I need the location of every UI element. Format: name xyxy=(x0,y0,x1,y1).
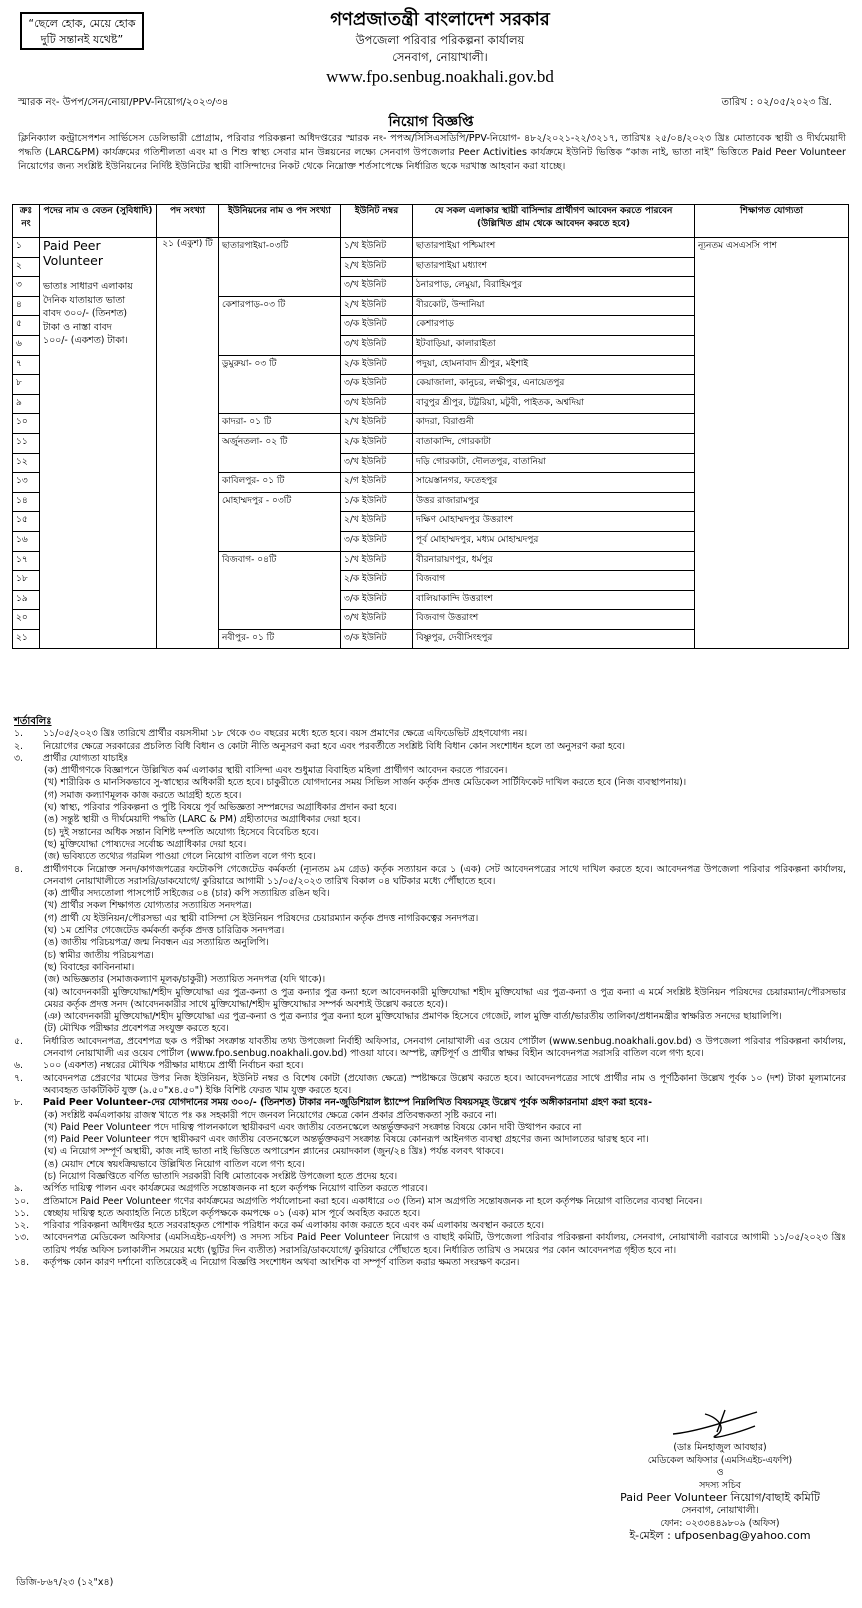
term-item xyxy=(14,888,846,900)
cell-unit: ৩/খ ইউনিট xyxy=(341,394,413,414)
signatory-member: সদস্য সচিব xyxy=(699,1479,741,1491)
term-item xyxy=(14,765,846,777)
cell-area: বিজবাগ উত্তরাংশ xyxy=(413,610,695,630)
cell-area: কেশারপাড় xyxy=(413,316,695,336)
term-text: (খ) Paid Peer Volunteer পদে দায়িত্ব পালনকালে স্থায়ীকরণ এবং জাতীয় বেতনস্কেলে অন্তর্ভুক্তকরণ সংক্রান্ত বিষয়ে কোন দাবী উত্থাপন করবে না xyxy=(44,1121,582,1133)
term-item xyxy=(14,1036,846,1061)
term-item xyxy=(14,1146,846,1158)
cell-area: পূর্ব মোহাম্মদপুর, মধ্যম মোহাম্মদপুর xyxy=(413,531,695,551)
term-text: (গ) প্রার্থী যে ইউনিয়ন/পৌরসভা এর স্থায়ী বাসিন্দা সে ইউনিয়ন পরিষদের চেয়ারম্যান কর্তৃক প্রদত্ত নাগরিকত্বের সনদপত্র। xyxy=(44,912,479,924)
cell-sl: ৪ xyxy=(13,296,40,316)
term-text: (ঙ) সন্তুষ্ট স্থায়ী ও দীর্ঘমেয়াদী পদ্ধতি (LARC & PM) গ্রহীতাদের অগ্রাধিকার দেয়া হবে। xyxy=(44,814,361,826)
term-text: প্রার্থীগণকে নিম্নোক্ত সনদ/কাগজপত্রের ফটোকপি গেজেটেড কর্মকর্তা (ন্যূনতম ৯ম গ্রেড) কর্তৃক সত্যায়ন করে ১ (এক) সেট আবেদনপত্রের সাথে দাখিল করতে হবে। আবেদনপত্র উপজেলা পরিবার পরিকল্পনা কার্যালয়, সেনবাগ নোয়াখালীতে সরাসরি/ডাকযোগে/ কুরিয়ারে আগামী ১১/০৫/২০২৩ তারিখ বিকাল ০৪ ঘটিকার মধ্যে পৌঁছাতে হবে। xyxy=(43,863,846,887)
term-item xyxy=(14,1122,846,1134)
term-text: (ট) মৌখিক পরীক্ষার প্রবেশপত্র সংযুক্ত করতে হবে। xyxy=(44,1023,229,1035)
term-item xyxy=(14,962,846,974)
cell-sl: ৫ xyxy=(13,316,40,336)
term-item xyxy=(14,1097,846,1109)
cell-area: দড়ি গোরকাটা, দৌলতপুর, বাতানিয়া xyxy=(413,453,695,473)
signatory-committee: Paid Peer Volunteer নিয়োগ/বাছাই কমিটি xyxy=(620,1491,820,1505)
cell-post xyxy=(40,238,157,649)
term-number: ১. xyxy=(14,728,23,740)
cell-area: বীরনারায়ণপুর, ধর্মপুর xyxy=(413,551,695,571)
cell-unit: ৩/খ ইউনিট xyxy=(341,453,413,473)
cell-sl: ১৭ xyxy=(13,551,40,571)
cell-union: কাদরা- ০১ টি xyxy=(219,414,341,434)
term-text: প্রতিমাসে Paid Peer Volunteer গণের কার্যক্রমের অগ্রগতি পর্যালোচনা করা হবে। একাধারে ০৩ (তিন) মাস অগ্রগতি সন্তোষজনক না হলে কর্তৃপক্ষ নিয়োগ বাতিলের ব্যবস্থা নিবেন। xyxy=(43,1195,703,1207)
cell-area: পদুয়া, হোমনাবাদ শ্রীপুর, মইশাই xyxy=(413,355,695,375)
cell-unit: ২/ক ইউনিট xyxy=(341,571,413,591)
cell-sl: ১৩ xyxy=(13,473,40,493)
cell-area: উত্তর রাজারামপুর xyxy=(413,492,695,512)
memo-number: স্মারক নং- উপপ/সেন/নোয়া/PPV-নিয়োগ/২০২৩/৩৪ xyxy=(18,97,229,108)
cell-unit: ২/ক ইউনিট xyxy=(341,433,413,453)
term-text: (খ) শারীরিক ও মানসিকভাবে সু-স্বাস্থ্যের অধিকারী হতে হবে। চাকুরীতে যোগদানের সময় সিভিল সার্জন কর্তৃক প্রদত্ত মেডিকেল সার্টিফিকেট দাখিল করতে হবে (নিজ ব্যবস্থাপনায়)। xyxy=(44,777,687,789)
term-text: পরিবার পরিকল্পনা অধিদপ্তর হতে সরবরাহকৃত পোশাক পরিধান করে কর্ম এলাকায় কাজ করতে হবে এবং কর্ম এলাকায় অবস্থান করতে হবে। xyxy=(43,1220,544,1232)
term-item xyxy=(14,802,846,814)
cell-union: অর্জুনতলা- ০২ টি xyxy=(219,433,341,472)
term-item xyxy=(14,1073,846,1098)
term-item xyxy=(14,839,846,851)
term-text: (ছ) মুক্তিযোদ্ধা পোষ্যদের সর্বোচ্চ অগ্রাধিকার দেয়া হবে। xyxy=(44,838,247,850)
notice-title-text: নিয়োগ বিজ্ঞপ্তি xyxy=(388,114,474,130)
cell-sl: ৭ xyxy=(13,355,40,375)
cell-union: নবীপুর- ০১ টি xyxy=(219,629,341,649)
cell-unit: ১/ক ইউনিট xyxy=(341,492,413,512)
cell-sl: ৬ xyxy=(13,335,40,355)
term-item xyxy=(14,851,846,863)
cell-unit: ১/খ ইউনিট xyxy=(341,238,413,258)
cell-sl: ১৪ xyxy=(13,492,40,512)
cell-area: বালিয়াকান্দি উত্তরাংশ xyxy=(413,590,695,610)
term-text: (গ) সমাজ কল্যাণমূলক কাজ করতে আগ্রহী হতে হবে। xyxy=(44,789,242,801)
cell-union: কেশারপাড়-০৩ টি xyxy=(219,296,341,355)
term-number: ৫. xyxy=(14,1035,23,1047)
term-text: (চ) নিয়োগ বিজ্ঞপ্তিতে বর্ণিত ভাতাদি সরকারী বিধি মোতাবেক সংশ্লিষ্ট উপজেলা হতে প্রদেয় হবে। xyxy=(44,1170,398,1182)
terms-title: শর্তাবলিঃ xyxy=(14,716,52,727)
term-number: ১০. xyxy=(14,1195,30,1207)
term-item xyxy=(14,1171,846,1183)
term-text: (চ) স্বামীর জাতীয় পরিচয়পত্র। xyxy=(44,949,154,961)
cell-area: কাদরা, বিরাগুনী xyxy=(413,414,695,434)
cell-union: ডুমুরুয়া- ০৩ টি xyxy=(219,355,341,414)
term-text: (ঘ) স্বাস্থ্য, পরিবার পরিকল্পনা ও পুষ্টি বিষয়ে পূর্ব অভিজ্ঞতা সম্পন্নদের অগ্রাধিকার প্রদান করা হবে। xyxy=(44,802,397,814)
cell-union: কাবিলপুর- ০১ টি xyxy=(219,473,341,493)
col-header-post: পদের নাম ও বেতন (সুবিধাদি) xyxy=(40,205,157,238)
term-text: আবেদনপত্র মেডিকেল অফিসার (এমসিএইচ-এফপি) ও সদস্য সচিব Paid Peer Volunteer নিয়োগ ও বাছাই কমিটি, উপজেলা পরিবার পরিকল্পনা কার্যালয়, সেনবাগ, নোয়াখালী বরাবরে আগামী ১১/০৫/২০২৩ খ্রিঃ তারিখ পর্যন্ত অফিস চলাকালীন সময়ের মধ্যে (ছুটির দিন ব্যতীত) সরাসরি/ডাকযোগে/ কুরিয়ারে পৌঁছাতে হবে। নির্ধারিত তারিখ ও সময়ের পর কোন আবেদনপত্র গৃহীত হবে না। xyxy=(43,1232,846,1256)
letterhead xyxy=(230,8,650,88)
term-item xyxy=(14,777,846,789)
col-header-count: পদ সংখ্যা xyxy=(157,205,219,238)
cell-sl: ২০ xyxy=(13,610,40,630)
term-item xyxy=(14,1060,846,1072)
term-item xyxy=(14,937,846,949)
cell-sl: ৩ xyxy=(13,277,40,297)
term-item xyxy=(14,1183,846,1195)
cell-unit: ১/খ ইউনিট xyxy=(341,551,413,571)
cell-area: কেয়াজালা, কানুচর, লক্ষীপুর, এনায়েতপুর xyxy=(413,375,695,395)
cell-sl: ১০ xyxy=(13,414,40,434)
cell-sl: ১ xyxy=(13,238,40,258)
term-text: ১০০ (একশত) নম্বরের মৌখিক পরীক্ষার মাধ্যমে প্রার্থী নির্বাচন করা হবে। xyxy=(43,1060,304,1072)
cell-area: ছাতারপাইয়া পশ্চিমাংশ xyxy=(413,238,695,258)
col-header-area: যে সকল এলাকার স্থায়ী বাসিন্দার প্রার্থীগণ আবেদন করতে পারবেন (উল্লিখিত গ্রাম থেকে আবেদন করতে হবে) xyxy=(413,205,695,238)
cell-sl: ১৯ xyxy=(13,590,40,610)
issue-date: তারিখ : ০২/০৫/২০২৩ খ্রি. xyxy=(721,97,832,108)
cell-unit: ৩/খ ইউনিট xyxy=(341,277,413,297)
term-text: (ক) সংশ্লিষ্ট কর্মএলাকায় রাজস্ব খাতে পঃ কঃ সহকারী পদে জনবল নিয়োগের ক্ষেত্রে কোন প্রকার প্রতিবন্ধকতা সৃষ্টি করবে না। xyxy=(44,1109,497,1121)
term-item xyxy=(14,741,846,753)
office-website: www.fpo.senbug.noakhali.gov.bd xyxy=(326,67,554,86)
term-item xyxy=(14,1011,846,1023)
cell-area: ঠনারপাড়, লেমুয়া, বিরাহিমপুর xyxy=(413,277,695,297)
signatory-role: মেডিকেল অফিসার (এমসিএইচ-এফপি) xyxy=(647,1454,793,1466)
cell-sl: ১১ xyxy=(13,433,40,453)
cell-area: বাবুপুর শ্রীপুর, টট্টরিয়া, মটুবী, পাইতক, অশ্বদিয়া xyxy=(413,394,695,414)
term-text: (ক) প্রার্থীগণকে বিজ্ঞাপনে উল্লিখিত কর্ম এলাকার স্থায়ী বাসিন্দা এবং শুধুমাত্র বিবাহিত মহিলা প্রার্থীগণ আবেদন করতে পারবেন। xyxy=(44,765,508,777)
cell-area: বীরকোট, উন্দানিয়া xyxy=(413,296,695,316)
signature-scribble xyxy=(665,1404,775,1442)
cell-post-count: ২১ (একুশ) টি xyxy=(157,238,219,649)
cell-union: ছাতারপাইয়া-০৩টি xyxy=(219,238,341,297)
terms-section xyxy=(14,716,846,1269)
term-item xyxy=(14,1110,846,1122)
term-text: (গ) Paid Peer Volunteer পদে স্থায়ীকরণ এবং জাতীয় বেতনস্কেলে অন্তর্ভুক্তকরণ সংক্রান্ত বিষয়ে কোনরূপ আইনগত ব্যবস্থা গ্রহণের জন্য আদালতের দ্বারস্থ হবে না। xyxy=(44,1134,649,1146)
term-number: ৪. xyxy=(14,863,23,875)
term-text: (ক) প্রার্থীর সদ্যতোলা পাসপোর্ট সাইজের ০৪ (চার) কপি সত্যায়িত রঙিন ছবি। xyxy=(44,888,330,900)
signatory-name: (ডাঃ মিনহাজুল আবছার) xyxy=(673,1442,767,1453)
term-number: ১৪. xyxy=(14,1257,30,1269)
term-item xyxy=(14,913,846,925)
term-text: (ঞ) আবেদনকারী মুক্তিযোদ্ধা/শহীদ মুক্তিযোদ্ধা এর পুত্র-কন্যা ও পুত্র কন্যার পুত্র কন্যা হলে মুক্তিযোদ্ধার প্রমাণক হিসেবে গেজেট, লাল মুক্তি বার্তা/ভারতীয় তালিকা/প্রধানমন্ত্রীর স্বাক্ষরিত সনদের ছায়ালিপি। xyxy=(44,1011,782,1023)
print-reference: ডিজি-৮৬৭/২৩ (১২"x৪) xyxy=(16,1577,114,1588)
cell-unit: ৩/ক ইউনিট xyxy=(341,375,413,395)
signature-block xyxy=(600,1404,840,1543)
cell-union: বিজবাগ- ০৪টি xyxy=(219,551,341,629)
term-item xyxy=(14,728,846,740)
cell-area: ইটবাড়িয়া, কালারাইতা xyxy=(413,335,695,355)
term-text: নির্ধারিত আবেদনপত্র, প্রবেশপত্র ছক ও পরীক্ষা সংক্রান্ত যাবতীয় তথ্য উপজেলা নির্বাহী অফিসার, সেনবাগ নোয়াখালী এর ওয়েব পোর্টাল (www.senbug.noakhali.gov.bd) ও উপজেলা পরিবার পরিকল্পনা কার্যালয়, সেনবাগ নোয়াখালী এর ওয়েব পোর্টাল (www.fpo.senbug.noakhali.gov.bd) পাওয়া যাবে। অস্পষ্ট, ত্রুটিপূর্ণ ও প্রার্থীর স্বাক্ষর বিহীন আবেদনপত্র সরাসরি বাতিল বলে গণ্য হবে। xyxy=(43,1035,846,1060)
term-text: প্রার্থীর যোগ্যতা যাচাইঃ xyxy=(43,752,129,764)
term-text: (জ) অভিজ্ঞতার (সমাজকল্যাণ মূলক/চাকুরী) সত্যায়িত সনদপত্র (যদি থাকে)। xyxy=(44,974,326,986)
term-item xyxy=(14,827,846,839)
cell-sl: ৮ xyxy=(13,375,40,395)
slogan-line-1: “ছেলে হোক, মেয়ে হোক xyxy=(28,17,136,30)
cell-unit: ৩/খ ইউনিট xyxy=(341,610,413,630)
cell-area: দক্ষিণ মোহাম্মদপুর উত্তরাংশ xyxy=(413,512,695,532)
cell-unit: ৩/ক ইউনিট xyxy=(341,590,413,610)
cell-area: বিজবাগ xyxy=(413,571,695,591)
table-row xyxy=(13,238,849,258)
term-text: স্বেচ্ছায় দায়িত্ব হতে অব্যাহতি নিতে চাইলে কর্তৃপক্ষকে কমপক্ষে ০১ (এক) মাস পূর্বে অবহিত করতে হবে। xyxy=(43,1207,421,1219)
term-text: (ছ) বিবাহের কাবিননামা। xyxy=(44,961,135,973)
term-number: ১১. xyxy=(14,1207,30,1219)
term-number: ৩. xyxy=(14,752,23,764)
term-text: আবেদনপত্র প্রেরণের খামের উপর নিজ ইউনিয়ন, ইউনিট নম্বর ও বিশেষ কোটা (প্রযোজ্য ক্ষেত্রে) স্পষ্টাক্ষরে উল্লেখ করতে হবে। আবেদনপত্রের সাথে প্রার্থীর নাম ও পূর্ণঠিকানা উল্লেখ পূর্বক ১০ (দশ) টাকা মূল্যমানের অব্যবহৃত ডাকটিকিট যুক্ত (৯.৫০"x৪.৫০") ইঞ্চি বিশিষ্ট ফেরত খাম যুক্ত করতে হবে। xyxy=(43,1072,846,1096)
col-header-sl: ক্রঃ নং xyxy=(13,205,40,238)
term-item xyxy=(14,1232,846,1257)
term-item xyxy=(14,1220,846,1232)
cell-area: বাতাকান্দি, গোরকাটা xyxy=(413,433,695,453)
cell-unit: ৩/ক ইউনিট xyxy=(341,531,413,551)
term-item xyxy=(14,987,846,1012)
term-item xyxy=(14,790,846,802)
cell-unit: ৩/খ ইউনিট xyxy=(341,335,413,355)
term-text: (ঘ) এ নিয়োগ সম্পূর্ণ অস্থায়ী, কাজ নাই ভাতা নাই ভিত্তিতে অপারেশন প্ল্যানের মেয়াদকাল (জুন/২৪ খ্রিঃ) পর্যন্ত বলবৎ থাকবে। xyxy=(44,1146,504,1158)
term-item xyxy=(14,1134,846,1146)
term-item xyxy=(14,950,846,962)
cell-sl: ২ xyxy=(13,257,40,277)
signatory-phone: ফোন: ০২৩৩৪৪৯৮০৯ (অফিস) xyxy=(660,1517,780,1529)
post-name: Paid Peer Volunteer xyxy=(43,238,103,268)
slogan-line-2: দুটি সন্তানই যথেষ্ট” xyxy=(40,33,124,46)
cell-sl: ১৬ xyxy=(13,531,40,551)
slogan-box xyxy=(20,12,144,50)
term-text: (ঝ) আবেদনকারী মুক্তিযোদ্ধা/শহীদ মুক্তিযোদ্ধা এর পুত্র-কন্যা ও পুত্র কন্যার পুত্র কন্যা হলে আবেদনকারী মুক্তিযোদ্ধা শহীদ মুক্তিযোদ্ধা এর পুত্র-কন্যা ও পুত্র কন্যা এ মর্মে সংশ্লিষ্ট ইউনিয়ন পরিষদের চেয়ারম্যান/পৌরসভার মেয়র কর্তৃক প্রদত্ত সনদ (আবেদনকারীর সাথে মুক্তিযোদ্ধা/শহীদ মুক্তিযোদ্ধার সম্পর্ক অবশ্যই উল্লেখ করতে হবে)। xyxy=(44,986,846,1010)
cell-sl: ১৫ xyxy=(13,512,40,532)
cell-sl: ৯ xyxy=(13,394,40,414)
col-header-unit: ইউনিট নম্বর xyxy=(341,205,413,238)
term-item xyxy=(14,925,846,937)
term-number: ৯. xyxy=(14,1183,23,1195)
office-place: সেনবাগ, নোয়াখালী। xyxy=(392,50,488,64)
term-text: (জ) ভবিষ্যতে তথ্যের গরমিল পাওয়া গেলে নিয়োগ বাতিল বলে গণ্য হবে। xyxy=(44,851,316,863)
term-text: কর্তৃপক্ষ কোন কারণ দর্শানো ব্যতিরেকেই এ নিয়োগ বিজ্ঞপ্তি সংশোধন অথবা আংশিক বা সম্পূর্ণ বাতিল করার ক্ষমতা সংরক্ষণ করেন। xyxy=(43,1257,520,1269)
term-text: অর্পিত দায়িত্ব পালন এবং কার্যক্রমের অগ্রগতি সন্তোষজনক না হলে কর্তৃপক্ষ নিয়োগ বাতিল করতে পারবে। xyxy=(43,1183,428,1195)
term-text: (খ) প্রার্থীর সকল শিক্ষাগত যোগ্যতার সত্যায়িত সনদপত্র। xyxy=(44,900,252,912)
term-item xyxy=(14,814,846,826)
term-text: Paid Peer Volunteer-দের যোগদানের সময় ৩০০/- (তিনশত) টাকার নন-জুডিশিয়াল ষ্ট্যাম্পে নিম্নলিখিত বিষয়সমূহ উল্লেখ পূর্বক অঙ্গীকারনামা গ্রহণ করা হবেঃ- xyxy=(43,1097,652,1109)
term-text: (ঙ) মেয়াদ শেষে স্বয়ংক্রিয়ভাবে উল্লিখিত নিয়োগ বাতিল বলে গণ্য হবে। xyxy=(44,1158,305,1170)
term-number: ১২. xyxy=(14,1220,30,1232)
term-item xyxy=(14,1257,846,1269)
cell-unit: ২/গ ইউনিট xyxy=(341,473,413,493)
term-number: ১৩. xyxy=(14,1232,30,1244)
term-text: নিয়োগের ক্ষেত্রে সরকারের প্রচলিত বিধি বিধান ও কোটা নীতি অনুসরণ করা হবে এবং পরবর্তীতে সংশ্লিষ্ট বিধি বিধান কোন সংশোধন হলে তা অনুসরণ করা হবে। xyxy=(43,740,625,752)
cell-unit: ২/খ ইউনিট xyxy=(341,257,413,277)
term-item xyxy=(14,864,846,889)
cell-qualification: ন্যূনতম এসএসসি পাশ xyxy=(695,238,849,649)
signatory-and: ও xyxy=(716,1467,724,1479)
term-item xyxy=(14,1023,846,1035)
term-number: ৮. xyxy=(14,1097,23,1109)
term-number: ২. xyxy=(14,740,23,752)
term-text: (চ) দুই সন্তানের অধিক সন্তান বিশিষ্ট দম্পতি অযোগ্য হিসেবে বিবেচিত হবে। xyxy=(44,826,319,838)
term-item xyxy=(14,1159,846,1171)
cell-unit: ২/ক ইউনিট xyxy=(341,355,413,375)
term-text: ১১/০৫/২০২৩ খ্রিঃ তারিখে প্রার্থীর বয়সসীমা ১৮ থেকে ৩০ বছরের মধ্যে হতে হবে। বয়স প্রমাণের ক্ষেত্রে এফিডেভিট গ্রহণযোগ্য নয়। xyxy=(43,728,528,740)
term-item xyxy=(14,753,846,765)
cell-unit: ২/খ ইউনিট xyxy=(341,296,413,316)
vacancy-table xyxy=(12,204,849,649)
cell-sl: ১২ xyxy=(13,453,40,473)
term-text: (ঘ) ১ম শ্রেণির গেজেটেড কর্মকর্তা কর্তৃক প্রদত্ত চারিত্রিক সনদপত্র। xyxy=(44,925,285,937)
post-benefit: ভাতাঃ সাধারণ এলাকায় দৈনিক যাতায়াত ভাতা বাবদ ৩০০/- (তিনশত) টাকা ও নাস্তা বাবদ ১০০/- (একশত) টাকা। xyxy=(43,281,133,346)
term-text: (ঙ) জাতীয় পরিচয়পত্র/ জন্ম নিবন্ধন এর সত্যায়িত অনুলিপি। xyxy=(44,937,269,949)
cell-unit: ৩/ক ইউনিট xyxy=(341,316,413,336)
cell-sl: ১৮ xyxy=(13,571,40,591)
table-header-row xyxy=(13,205,849,238)
cell-unit: ৩/ক ইউনিট xyxy=(341,629,413,649)
cell-sl: ২১ xyxy=(13,629,40,649)
term-item xyxy=(14,1208,846,1220)
col-header-qualification: শিক্ষাগত যোগ্যতা xyxy=(695,205,849,238)
cell-unit: ২/খ ইউনিট xyxy=(341,512,413,532)
term-item xyxy=(14,974,846,986)
term-item xyxy=(14,900,846,912)
cell-unit: ২/খ ইউনিট xyxy=(341,414,413,434)
signatory-email: ই-মেইল : ufposenbag@yahoo.com xyxy=(629,1529,811,1543)
cell-area: সায়েস্তানগর, ফতেহপুর xyxy=(413,473,695,493)
notice-title xyxy=(0,110,862,134)
col-header-union: ইউনিয়নের নাম ও পদ সংখ্যা xyxy=(219,205,341,238)
intro-paragraph: ক্লিনিক্যাল কন্ট্রাসেপশন সার্ভিসেস ডেলিভারী প্রোগ্রাম, পরিবার পরিকল্পনা অধিদপ্তরের স্মারক নং- পপঅ/সিসিএসডিপি/PPV-নিয়োগ- ৪৮২/২০২১-২২/৩২১৭, তারিখঃ ২৫/০৪/২০২৩ খ্রিঃ মোতাবেক স্থায়ী ও দীর্ঘমেয়াদী পদ্ধতি (LARC&PM) কার্যক্রমের গতিশীলতা এবং মা ও শিশু স্বাস্থ্য সেবার মান উন্নয়নের লক্ষ্যে সেনবাগ উপজেলার Peer Activities কার্যক্রমে ইউনিট ভিত্তিক “কাজ নাই, ভাতা নাই” ভিত্তিতে Paid Peer Volunteer নিয়োগের জন্য সংশ্লিষ্ট ইউনিয়নের নির্দিষ্ট ইউনিটের স্থায়ী বাসিন্দাদের নিকট থেকে নিম্নোক্ত শর্তসাপেক্ষে নির্ধারিত ছকে দরখাস্ত আহবান করা যাচ্ছে। xyxy=(18,133,846,172)
government-title: গণপ্রজাতন্ত্রী বাংলাদেশ সরকার xyxy=(330,9,550,30)
term-item xyxy=(14,1196,846,1208)
cell-union: মোহাম্মদপুর - ০৩টি xyxy=(219,492,341,551)
cell-area: বিষ্ণুপুর, দেবীসিংহপুর xyxy=(413,629,695,649)
cell-area: ছাতারপাইয়া মধ্যাংশ xyxy=(413,257,695,277)
signatory-place: সেনবাগ, নোয়াখালী। xyxy=(681,1504,759,1516)
term-number: ৬. xyxy=(14,1060,23,1072)
office-name: উপজেলা পরিবার পরিকল্পনা কার্যালয় xyxy=(355,33,525,47)
term-number: ৭. xyxy=(14,1072,23,1084)
